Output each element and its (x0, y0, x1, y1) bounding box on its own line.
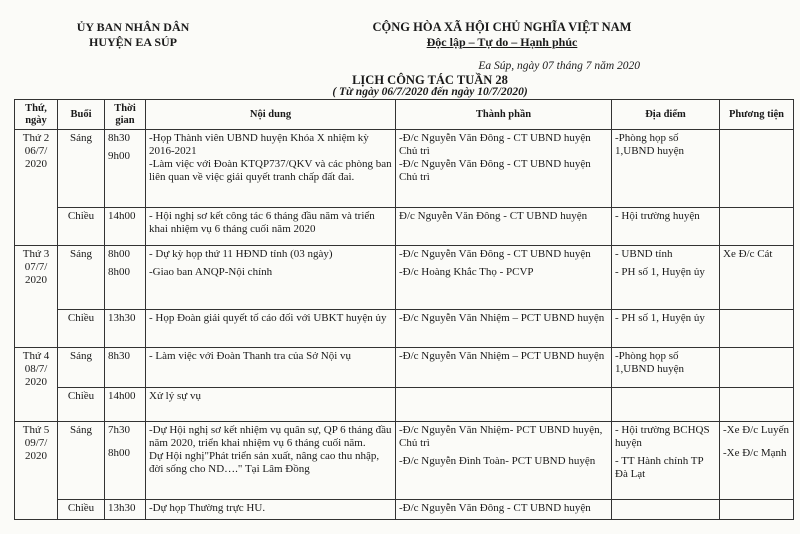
location-item: - PH số 1, Huyện ủy (615, 266, 705, 278)
location-item: -Phòng họp số 1,UBND huyện (615, 132, 685, 157)
time-cell: 13h30 (105, 500, 146, 520)
location-cell (612, 388, 720, 422)
vehicle-item: -Xe Đ/c Mạnh (723, 447, 787, 459)
col-vehicle: Phương tiện (720, 100, 794, 130)
table-row (15, 310, 794, 348)
schedule-title: LỊCH CÔNG TÁC TUẦN 28 (352, 73, 508, 87)
session-cell: Sáng (58, 246, 105, 310)
table-row (15, 422, 794, 500)
time-value: 9h00 (108, 150, 130, 162)
participant-item: -Đ/c Nguyễn Văn Đông - CT UBND huyện Chủ trì (399, 158, 591, 183)
time-cell (105, 246, 146, 310)
schedule-subtitle: ( Từ ngày 06/7/2020 đến ngày 10/7/2020) (332, 86, 528, 98)
participants-cell (396, 130, 612, 208)
content-cell (146, 422, 396, 500)
time-value: 8h00 (108, 266, 130, 278)
day-cell: Thứ 3 07/7/ 2020 (15, 246, 58, 348)
table-row (15, 246, 794, 310)
session-cell: Chiều (58, 208, 105, 246)
authority-line-1: ỦY BAN NHÂN DÂN (76, 20, 190, 34)
session-cell: Chiều (58, 388, 105, 422)
issuing-authority (58, 20, 208, 50)
col-participants: Thành phần (396, 100, 612, 130)
vehicle-cell (720, 310, 794, 348)
participant-item: -Đ/c Nguyễn Văn Đông - CT UBND huyện Chủ trì (399, 132, 591, 157)
table-row (15, 500, 794, 520)
issue-date (470, 60, 640, 72)
vehicle-cell: Xe Đ/c Cát (720, 246, 794, 310)
content-item: - Dự kỳ họp thứ 11 HĐND tỉnh (03 ngày) (149, 248, 333, 260)
table-header-row (15, 100, 794, 130)
vehicle-cell (720, 130, 794, 208)
authority-line-2: HUYỆN EA SÚP (88, 35, 177, 49)
location-cell (612, 422, 720, 500)
location-cell (612, 130, 720, 208)
date-suffix: tháng 7 năm 2020 (556, 60, 640, 72)
time-cell (105, 422, 146, 500)
session-cell: Sáng (58, 348, 105, 388)
location-cell: - PH số 1, Huyện ủy (612, 310, 720, 348)
content-item: -Dự Hội nghị sơ kết nhiệm vụ quân sự, QP 6 tháng đầu năm 2020, triển khai nhiệm vụ 6 tháng cuối năm. (149, 424, 392, 449)
table-row (15, 348, 794, 388)
time-cell (105, 130, 146, 208)
vehicle-cell (720, 500, 794, 520)
col-location: Địa điểm (612, 100, 720, 130)
nation-title: CỘNG HÒA XÃ HỘI CHỦ NGHĨA VIỆT NAM (372, 20, 632, 34)
participant-item: -Đ/c Hoàng Khắc Thọ - PCVP (399, 266, 534, 278)
location-cell (612, 246, 720, 310)
content-cell (146, 246, 396, 310)
session-cell: Chiều (58, 500, 105, 520)
table-row (15, 130, 794, 208)
content-cell: Xử lý sự vụ (146, 388, 396, 422)
col-content: Nội dung (146, 100, 396, 130)
session-cell: Sáng (58, 130, 105, 208)
schedule-table (14, 99, 794, 520)
session-cell: Sáng (58, 422, 105, 500)
time-value: 8h00 (108, 447, 130, 459)
day-cell: Thứ 5 09/7/ 2020 (15, 422, 58, 520)
participants-cell: -Đ/c Nguyễn Văn Đông - CT UBND huyện (396, 500, 612, 520)
date-day: 07 (542, 60, 554, 72)
time-value: 8h30 (108, 132, 130, 144)
vehicle-item: -Xe Đ/c Luyến (723, 424, 789, 436)
vehicle-cell (720, 348, 794, 388)
national-motto: Độc lập – Tự do – Hạnh phúc (426, 35, 578, 49)
time-cell: 8h30 (105, 348, 146, 388)
time-cell: 14h00 (105, 208, 146, 246)
participants-cell: -Đ/c Nguyễn Văn Nhiệm – PCT UBND huyện (396, 348, 612, 388)
day-cell: Thứ 2 06/7/ 2020 (15, 130, 58, 246)
time-cell: 13h30 (105, 310, 146, 348)
content-item: -Làm việc với Đoàn KTQP737/QKV và các phòng ban liên quan về việc giải quyết tranh chấp đất đai. (149, 158, 392, 183)
location-item: - Hội trường BCHQS huyện (615, 424, 710, 449)
participant-item: -Đ/c Nguyễn Đình Toàn- PCT UBND huyện (399, 455, 596, 467)
time-value: 7h30 (108, 424, 130, 436)
content-item: Dự Hội nghị"Phát triển sản xuất, nâng cao thu nhập, đời sống cho ND…." Tại Lâm Đồng (149, 450, 380, 475)
col-day: Thứ, ngày (15, 100, 58, 130)
table-row (15, 388, 794, 422)
national-header (372, 20, 632, 50)
participants-cell (396, 246, 612, 310)
content-item: -Họp Thành viên UBND huyện Khóa X nhiệm kỳ 2016-2021 (149, 132, 369, 157)
content-cell (146, 130, 396, 208)
table-row (15, 208, 794, 246)
participant-item: -Đ/c Nguyễn Văn Đông - CT UBND huyện (399, 248, 591, 260)
content-cell: - Hội nghị sơ kết công tác 6 tháng đầu năm và triển khai nhiệm vụ 6 tháng cuối năm 2020 (146, 208, 396, 246)
col-time: Thời gian (105, 100, 146, 130)
location-cell: -Phòng họp số 1,UBND huyện (612, 348, 720, 388)
session-cell: Chiều (58, 310, 105, 348)
time-cell: 14h00 (105, 388, 146, 422)
vehicle-cell (720, 422, 794, 500)
time-value: 8h00 (108, 248, 130, 260)
location-item: - UBND tỉnh (615, 248, 673, 260)
participants-cell (396, 422, 612, 500)
vehicle-cell (720, 388, 794, 422)
participants-cell: -Đ/c Nguyễn Văn Nhiệm – PCT UBND huyện (396, 310, 612, 348)
location-cell: - Hội trường huyện (612, 208, 720, 246)
participants-cell (396, 388, 612, 422)
col-session: Buổi (58, 100, 105, 130)
day-cell: Thứ 4 08/7/ 2020 (15, 348, 58, 422)
content-item: -Giao ban ANQP-Nội chính (149, 266, 273, 278)
vehicle-cell (720, 208, 794, 246)
participant-item: -Đ/c Nguyễn Văn Nhiệm- PCT UBND huyện, Chủ trì (399, 424, 603, 449)
content-cell: -Dự họp Thường trực HU. (146, 500, 396, 520)
content-cell: - Làm việc với Đoàn Thanh tra của Sở Nội vụ (146, 348, 396, 388)
date-prefix: Ea Súp, ngày (478, 60, 540, 72)
location-cell (612, 500, 720, 520)
participants-cell: Đ/c Nguyễn Văn Đông - CT UBND huyện (396, 208, 612, 246)
content-cell: - Họp Đoàn giải quyết tố cáo đối với UBKT huyện ủy (146, 310, 396, 348)
location-item: - TT Hành chính TP Đà Lạt (615, 455, 704, 480)
